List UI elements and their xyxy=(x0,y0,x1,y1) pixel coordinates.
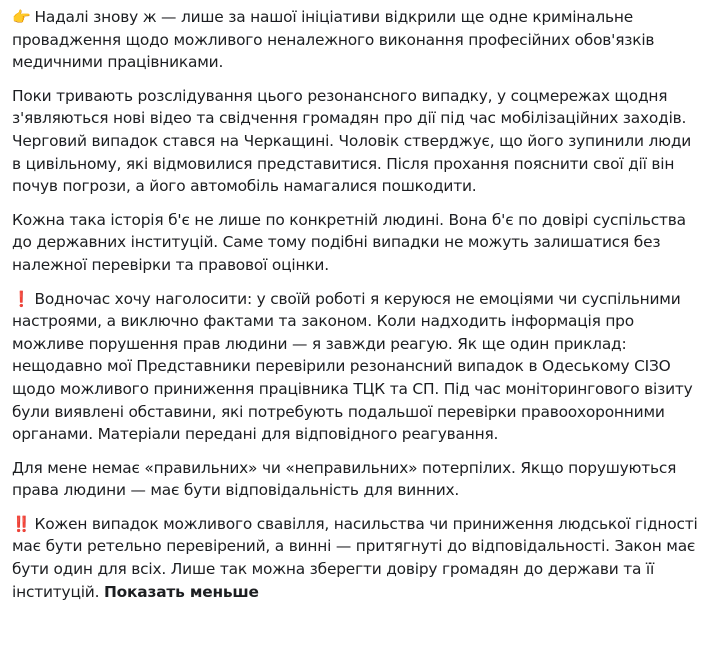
paragraph-text: Надалі знову ж — лише за нашої ініціативи відкрили ще одне кримінальне провадження щодо можливого неналежного виконання професійних обов'язків медичними працівниками. xyxy=(12,8,655,72)
paragraph-text: Водночас хочу наголосити: у своїй роботі я керуюся не емоціями чи суспільними настроями, а виключно фактами та законом. Коли надходить інформація про можливе порушення прав людини — я завжди реагую. Як ще один приклад: нещодавно мої Представники перевірили резонансний випадок в Одеському СІЗО щодо можливого приниження працівника ТЦК та СП. Під час моніторингового візиту були виявлені обставини, які потребують подальшої перевірки правоохоронними органами. Матеріали передані для відповідного реагування. xyxy=(12,289,693,444)
paragraph-text: Кожен випадок можливого свавілля, насильства чи приниження людської гідності має бути ретельно перевірений, а винні — притягнуті до відповідальності. Закон має бути один для всіх. Лише так можна зберегти довіру громадян до держави та її інституцій. xyxy=(12,514,698,601)
post-paragraph-6 xyxy=(12,513,702,603)
post-paragraph-3 xyxy=(12,209,702,277)
paragraph-text: Поки тривають розслідування цього резонансного випадку, у соцмережах щодня з'являються нові відео та свідчення громадян про дії під час мобілізаційних заходів. Черговий випадок стався на Черкащині. Чоловік стверджує, що його зупинили люди в цивільному, які відмовилися представитися. Після прохання пояснити свої дії він почув погрози, а його автомобіль намагалися пошкодити. xyxy=(12,86,692,196)
double-exclamation-icon: ‼️ xyxy=(12,514,31,533)
post-paragraph-5 xyxy=(12,457,702,502)
paragraph-text: Кожна така історія б'є не лише по конкретній людині. Вона б'є по довірі суспільства до державних інституцій. Саме тому подібні випадки не можуть залишатися без належної перевірки та правової оцінки. xyxy=(12,210,686,274)
pointing-hand-icon: 👉 xyxy=(12,8,31,26)
exclamation-icon: ❗ xyxy=(12,289,31,308)
post-paragraph-2 xyxy=(12,85,702,198)
paragraph-text: Для мене немає «правильних» чи «неправильних» потерпілих. Якщо порушуються права людини — має бути відповідальність для винних. xyxy=(12,458,677,500)
post-paragraph-1 xyxy=(12,6,702,74)
see-less-link[interactable]: Показать меньше xyxy=(104,582,259,601)
post-text xyxy=(12,6,702,614)
post-paragraph-4 xyxy=(12,288,702,446)
